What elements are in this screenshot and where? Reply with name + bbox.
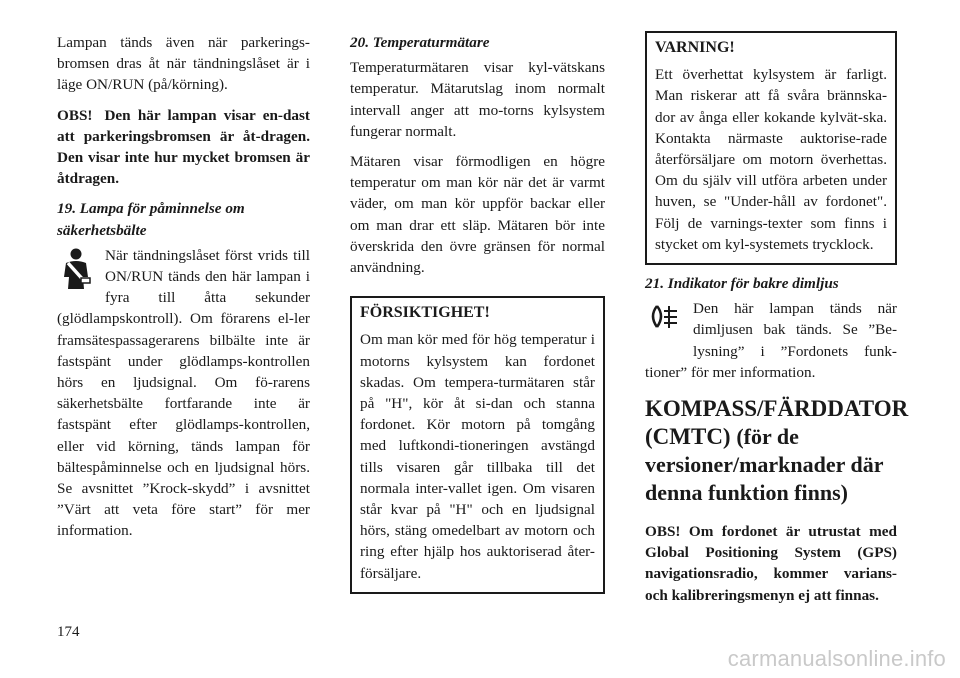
column-right (645, 32, 909, 615)
watermark: carmanualsonline.info (727, 646, 946, 671)
section-19-title: 19. Lampa för påminnelse om säkerhetsbälte (57, 200, 245, 239)
caution-box (350, 296, 605, 594)
column-left (57, 32, 310, 551)
page-number: 174 (57, 624, 80, 640)
warning-text: Ett överhettat kylsystem är farligt. Man riskerar att få svåra brännska-dor av ånga eller kokande kylvät-ska. Kontakta närmaste auktorise-rade återförsäljare om motorn överhettas. Om du själv vill utföra arbeten under huven, se "Under-håll av fordonet". Följ de varnings-texter som finns i stycket om kyl-systemets trycklock. (655, 66, 887, 253)
note-label: OBS! (57, 106, 93, 124)
section-21-body (645, 298, 897, 383)
warning-title: VARNING! (655, 39, 735, 56)
rear-fog-light-icon (645, 298, 689, 358)
temperature-paragraph-2: Mätaren visar förmodligen en högre temperatur om man kör när det är varmt väder, om man kör uppför backar eller om man drar ett släp. Mätaren bör inte överskrida den övre gränsen för normal användning. (350, 153, 605, 277)
intro-paragraph: Lampan tänds även när parkerings-bromsen dras åt när tändningslåset är i läge ON/RUN (på/körning). (57, 34, 310, 94)
compass-heading-sub: (för de versioner/marknader där denna funktion finns) (645, 424, 884, 506)
section-21-text: Den här lampan tänds när dimljusen bak tänds. Se ”Be-lysning” i ”Fordonets funk-tioner” för mer information. (645, 300, 897, 381)
temperature-paragraph-1: Temperaturmätaren visar kyl-vätskans temperatur. Mätarutslag inom normalt intervall anger att mo-torns kylsystem fungerar normalt. (350, 59, 605, 140)
seatbelt-icon (57, 245, 101, 305)
caution-text: Om man kör med för hög temperatur i motorns kylsystem kan fordonet skadas. Om tempera-turmätaren står på "H", kör åt si-dan och stanna fordonet. Kör motorn på tomgång med luftkondi-tioneringen avstängd tills visaren går tillbaka till det normala inter-vallet igen. Om visaren står kvar på "H" och en ljudsignal hörs, stäng omedelbart av motorn och ring efter hjälp hos auktoriserad åter-försäljare. (360, 331, 595, 582)
compass-heading-main: KOMPASS/FÄRDDATOR (CMTC) (645, 396, 909, 450)
warning-box (645, 31, 897, 265)
note-text: Den här lampan visar en-dast att parkeringsbromsen är åt-dragen. Den visar inte hur mycket bromsen är åtdragen. (57, 106, 310, 188)
section-20-title: 20. Temperaturmätare (350, 34, 490, 51)
section-21-title: 21. Indikator för bakre dimljus (645, 275, 839, 293)
caution-title: FÖRSIKTIGHET! (360, 304, 490, 322)
section-19-text: När tändningslåset först vrids till ON/RUN tänds den här lampan i fyra till åtta sekunder (glödlampskontroll). Om förarens el-ler framsätespassagerarens bilbälte inte är fastspänt under glödlamps-kontrollen hörs en ljudsignal. Om fö-rarens säkerhetsbälte fortfarande inte är fastspänt efter glödlamps-kontrollen, eller vid körning, tänds lampan för bältespåminnelse och en ljudsignal hörs. Se avsnittet ”Krock-skydd” i avsnittet ”Värt att veta före start” för mer information. (57, 246, 310, 540)
parking-brake-note (57, 105, 310, 190)
section-19-body (57, 245, 310, 542)
column-middle (350, 32, 605, 602)
gps-note: OBS! Om fordonet är utrustat med Global Positioning System (GPS) navigationsradio, kommer varians- och kalibreringsmenyn ej att finnas. (645, 523, 897, 604)
compass-heading (645, 395, 909, 507)
